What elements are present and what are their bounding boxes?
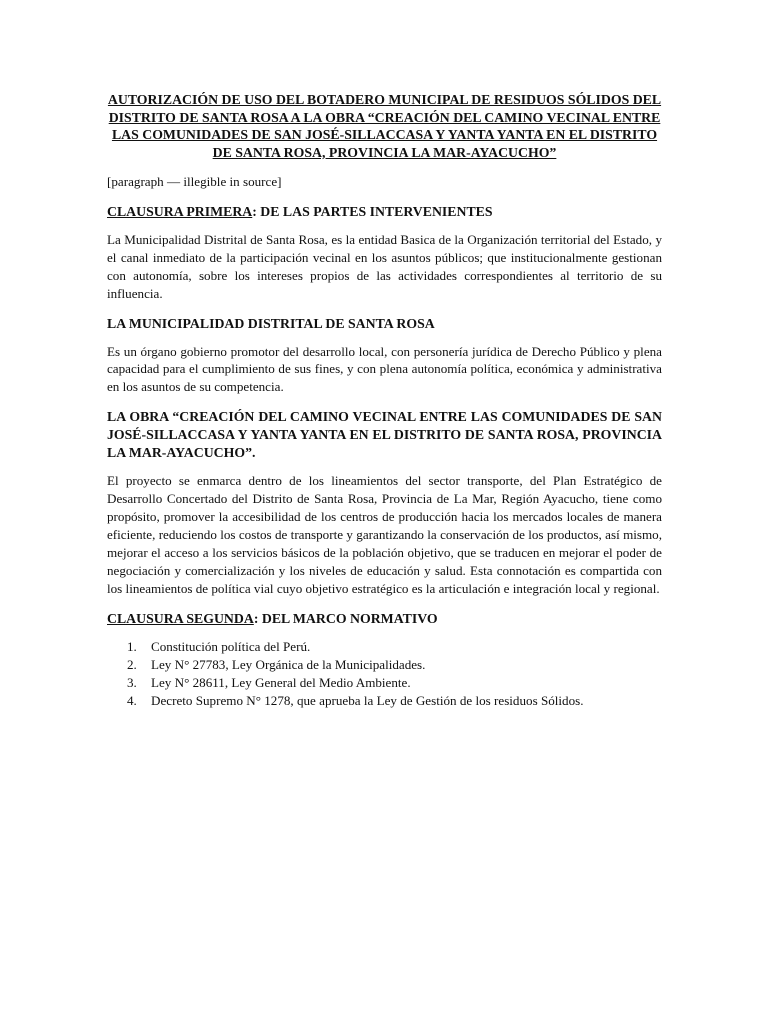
list-item: [107, 638, 662, 656]
list-item: [107, 674, 662, 692]
list-item-text: Ley N° 27783, Ley Orgánica de la Municipalidades.: [151, 656, 426, 672]
clausula-primera-paragraph: La Municipalidad Distrital de Santa Rosa, es la entidad Basica de la Organización territorial del Estado, y el canal inmediato de la participación vecinal en los asuntos públicos; que institucionalmente gestionan con autonomía, sobre los intereses propios de las actividades correspondientes al territorio de su influencia.: [107, 231, 662, 301]
clausula-segunda-label: CLAUSURA SEGUNDA: [107, 610, 254, 626]
list-item-number: 4.: [127, 692, 137, 708]
list-item-text: Constitución política del Perú.: [151, 638, 311, 654]
clausula-segunda-title: : DEL MARCO NORMATIVO: [253, 610, 438, 626]
list-item: [107, 656, 662, 674]
marco-normativo-list: [107, 638, 662, 710]
obra-paragraph: El proyecto se enmarca dentro de los lineamientos del sector transporte, del Plan Estratégico de Desarrollo Concertado del Distrito de Santa Rosa, Provincia de La Mar, Región Ayacucho, tiene como propósito, promover la accesibilidad de los centros de producción hacia los mercados locales de manera eficiente, reduciendo los costos de transporte y garantizando la conservación de los productos, así mismo, mejorar el acceso a los servicios básicos de la población objetivo, que se traducen en mejorar el poder de negociación y comercialización y los niveles de educación y salud. Esta connotación es compartida con los lineamientos de política vial cuyo objetivo estratégico es la articulación e integración local y regional.: [107, 473, 662, 596]
document-title: AUTORIZACIÓN DE USO DEL BOTADERO MUNICIPAL DE RESIDUOS SÓLIDOS DEL DISTRITO DE SANTA ROSA A LA OBRA “CREACIÓN DEL CAMINO VECINAL ENTRE LAS COMUNIDADES DE SAN JOSÉ-SILLACCASA Y YANTA YANTA EN EL DISTRITO DE SANTA ROSA, PROVINCIA LA MAR-AYACUCHO”: [107, 92, 662, 160]
clausula-segunda-heading: [107, 610, 662, 628]
list-item-number: 2.: [127, 656, 137, 672]
obra-heading: LA OBRA “CREACIÓN DEL CAMINO VECINAL ENTRE LAS COMUNIDADES DE SAN JOSÉ-SILLACCASA Y YANTA YANTA EN EL DISTRITO DE SANTA ROSA, PROVINCIA LA MAR-AYACUCHO”.: [107, 409, 662, 461]
clausula-primera-label: CLAUSURA PRIMERA: [107, 203, 253, 219]
list-item-number: 3.: [127, 674, 137, 690]
clausula-primera-title: : DE LAS PARTES INTERVENIENTES: [252, 203, 493, 219]
list-item-number: 1.: [127, 638, 137, 654]
list-item-text: Ley N° 28611, Ley General del Medio Ambiente.: [151, 674, 411, 690]
municipalidad-heading: LA MUNICIPALIDAD DISTRITAL DE SANTA ROSA: [107, 315, 435, 331]
list-item: [107, 692, 662, 710]
document-body: [107, 91, 662, 710]
intro-paragraph: [paragraph — illegible in source]: [107, 174, 282, 189]
list-item-text: Decreto Supremo N° 1278, que aprueba la Ley de Gestión de los residuos Sólidos.: [151, 692, 584, 708]
municipalidad-paragraph: Es un órgano gobierno promotor del desarrollo local, con personería jurídica de Derecho Público y plena capacidad para el cumplimiento de sus fines, y con plena autonomía política, económica y administrativa en los asuntos de su competencia.: [107, 343, 662, 395]
clausula-primera-heading: [107, 203, 662, 221]
